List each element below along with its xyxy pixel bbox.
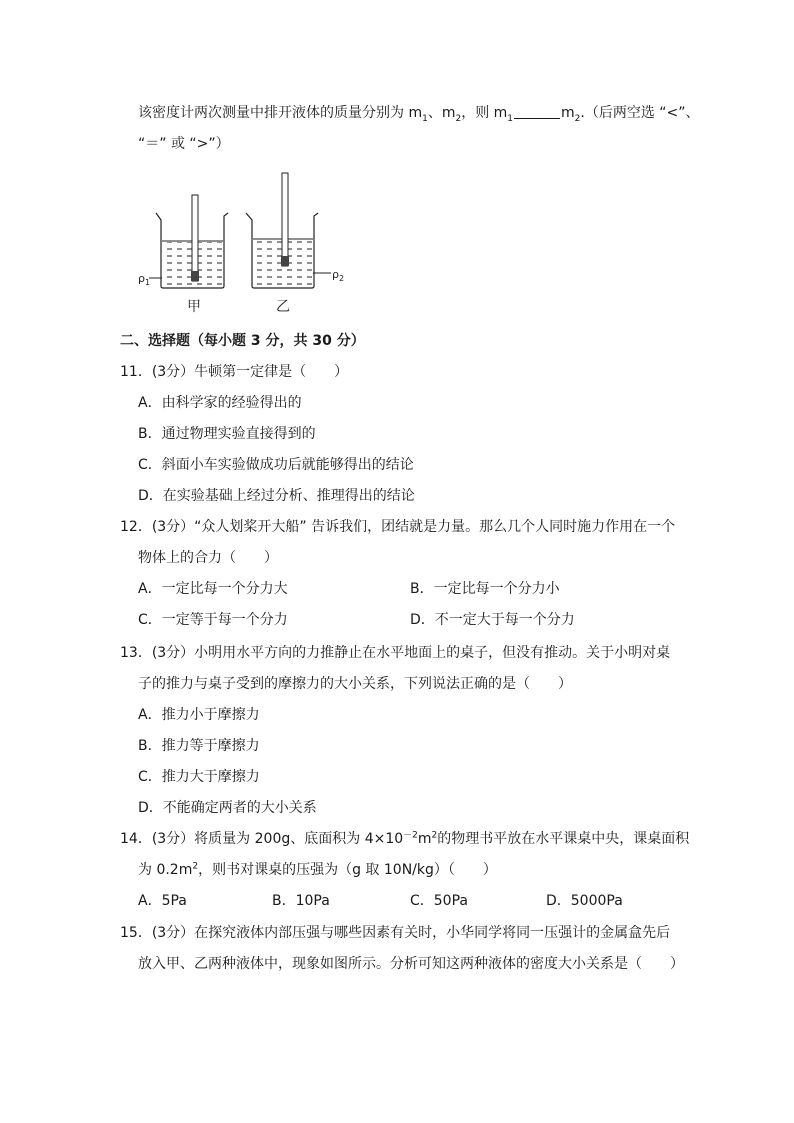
q12-stem-line1: 12．(3分）“众人划桨开大船” 告诉我们，团结就是力量。那么几个人同时施力作用在一个 — [120, 519, 676, 535]
q12-option-c[interactable]: C．一定等于每一个分力 — [138, 612, 288, 628]
intro-text-sep: 、m — [427, 105, 456, 121]
q13-option-d[interactable]: D．不能确定两者的大小关系 — [138, 800, 317, 816]
rho2-label: $\rho_2$ — [332, 268, 345, 283]
section-title: 二、选择题（每小题 3 分，共 30 分） — [120, 333, 365, 349]
q13-stem-line2: 子的推力与桌子受到的摩擦力的大小关系，下列说法正确的是（ ） — [138, 676, 572, 692]
intro-sub-4: 2 — [574, 113, 581, 124]
q13-option-b[interactable]: B．推力等于摩擦力 — [138, 738, 260, 754]
answer-blank[interactable] — [514, 104, 560, 119]
intro-line-1 — [138, 103, 700, 123]
q11-option-b[interactable]: B．通过物理实验直接得到的 — [138, 426, 316, 442]
q14-sup-1: －2 — [403, 830, 418, 841]
q14-text-a: 14．(3分）将质量为 200g、底面积为 4×10 — [120, 831, 404, 847]
intro-line-2: “＝” 或 “>”） — [138, 136, 230, 152]
label-jia: 甲 — [187, 299, 201, 315]
q14-text-b: m — [417, 831, 432, 847]
q11-stem: 11．(3分）牛顿第一定律是（ ） — [120, 364, 349, 380]
q14-sup-3: 2 — [192, 861, 199, 872]
q15-stem-line2: 放入甲、乙两种液体中，现象如图所示。分析可知这两种液体的密度大小关系是（ ） — [138, 956, 684, 972]
q12-option-d[interactable]: D．不一定大于每一个分力 — [410, 612, 575, 628]
intro-sub-1: 1 — [422, 113, 428, 124]
q14-text-e: ，则书对课桌的压强为（g 取 10N/kg）（ ） — [198, 862, 497, 878]
q11-option-d[interactable]: D．在实验基础上经过分析、推理得出的结论 — [138, 488, 415, 504]
q14-stem-line2 — [138, 860, 497, 880]
q14-option-a[interactable]: A．5Pa — [138, 893, 187, 909]
q13-option-c[interactable]: C．推力大于摩擦力 — [138, 769, 260, 785]
q14-option-c[interactable]: C．50Pa — [410, 893, 468, 909]
intro-text-m: m — [561, 105, 575, 121]
intro-sub-3: 1 — [507, 113, 514, 124]
intro-text-tail: .（后两空选 “<”、 — [580, 105, 700, 121]
q14-text-c: 的物理书平放在水平课桌中央，课桌面积 — [437, 831, 690, 847]
q12-option-b[interactable]: B．一定比每一个分力小 — [410, 581, 560, 597]
q14-sup-2: 2 — [431, 830, 438, 841]
q11-option-c[interactable]: C．斜面小车实验做成功后就能够得出的结论 — [138, 457, 414, 473]
label-yi: 乙 — [276, 299, 290, 315]
rho1-label: $\rho_1$ — [138, 272, 151, 287]
beaker-right — [246, 173, 331, 288]
intro-text-then: ，则 m — [461, 105, 508, 121]
q12-option-a[interactable]: A．一定比每一个分力大 — [138, 581, 288, 597]
q13-stem-line1: 13．(3分）小明用水平方向的力推静止在水平地面上的桌子，但没有推动。关于小明对桌 — [120, 645, 671, 661]
q15-stem-line1: 15．(3分）在探究液体内部压强与哪些因素有关时，小华同学将同一压强计的金属盒先后 — [120, 925, 671, 941]
q12-stem-line2: 物体上的合力（ ） — [138, 550, 278, 566]
q14-stem-line1 — [120, 829, 689, 849]
intro-sub-2: 2 — [455, 113, 462, 124]
beaker-left — [149, 195, 228, 288]
q14-text-d: 为 0.2m — [138, 862, 193, 878]
q11-option-a[interactable]: A．由科学家的经验得出的 — [138, 395, 302, 411]
intro-text-a: 该密度计两次测量中排开液体的质量分别为 m — [138, 105, 423, 121]
q14-option-b[interactable]: B．10Pa — [272, 893, 330, 909]
q14-option-d[interactable]: D．5000Pa — [546, 893, 623, 909]
beaker-figure — [136, 168, 356, 318]
q13-option-a[interactable]: A．推力小于摩擦力 — [138, 707, 260, 723]
